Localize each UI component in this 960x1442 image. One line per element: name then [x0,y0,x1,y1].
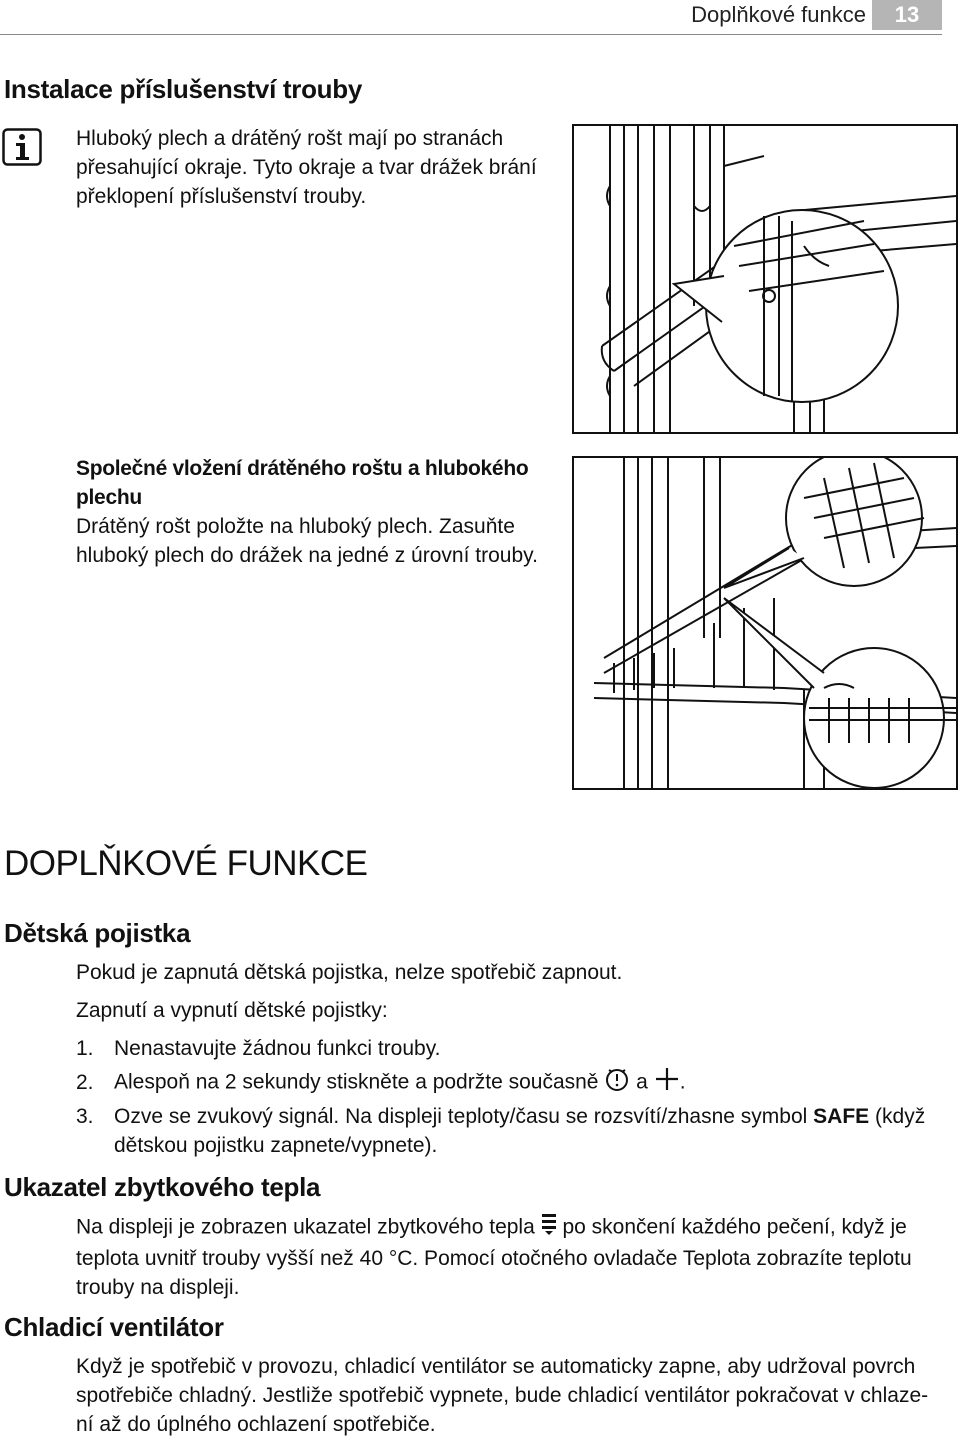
residual-heat-text-after: po skončení každého pečení, když je teplota uvnitř trouby vyšší než 40 °C. Pomocí otočného ovladače Teplota zobrazíte teplotu trouby na displeji. [76,1215,912,1299]
residual-heat-icon [541,1212,557,1244]
together-text: Drátěný rošt položte na hluboký plech. Zasuňte hluboký plech do drážek na jedné z úrovní trouby. [76,515,538,567]
step-number: 2. [76,1070,94,1094]
step-number: 1. [76,1037,94,1060]
residual-heat-text-before: Na displeji je zobrazen ukazatel zbytkového tepla [76,1215,535,1239]
step-number: 3. [76,1105,94,1128]
info-icon [2,128,42,166]
install-info-text: Hluboký plech a drátěný rošt mají po stranách přesahující okraje. Tyto okraje a tvar drážek brání překlopení příslušenství trouby. [76,127,537,208]
step-text: Ozve se zvukový signál. Na displeji teploty/času se rozsvítí/zhasne symbol [114,1105,808,1128]
step-1 [76,1034,936,1063]
install-heading: Instalace příslušenství trouby [4,74,363,104]
oven-rack-figure [572,456,958,790]
clock-alarm-icon [604,1066,630,1100]
page-number: 13 [872,0,942,30]
header-rule [0,34,942,35]
child-lock-intro: Pokud je zapnutá dětská pojistka, nelze spotřebič zapnout. [76,961,623,984]
step-text-and: a [636,1070,648,1094]
together-heading: Společné vložení drátěného roštu a hlubokého plechu [76,457,529,509]
running-header-title: Doplňkové funkce [691,2,866,27]
step-3 [76,1102,956,1160]
plus-icon [654,1066,680,1100]
cooling-fan-text: Když je spotřebič v provozu, chladicí ventilátor se automaticky zapne, aby udržoval povrch spotřebiče chladný. Jestliže spotřebič vypnete, bude chladicí ventilátor pokračovat v chlaze- ní až do úplného ochlazení spotřebiče. [76,1355,929,1436]
cooling-fan-heading: Chladicí ventilátor [4,1312,224,1342]
chapter-title: DOPLŇKOVÉ FUNKCE [4,844,368,883]
step-text-end: (když dětskou pojistku zapnete/vypnete). [114,1105,926,1157]
child-lock-heading: Dětská pojistka [4,918,191,948]
step-text: Alespoň na 2 sekundy stiskněte a podržte současně [114,1070,599,1094]
residual-heat-heading: Ukazatel zbytkového tepla [4,1172,321,1202]
residual-heat-text [76,1212,946,1302]
step-text-end: . [679,1070,686,1094]
oven-tray-figure [572,124,958,434]
step-2 [76,1066,936,1100]
step-text: Nenastavujte žádnou funkci trouby. [114,1037,441,1060]
safe-symbol-label: SAFE [813,1105,870,1128]
child-lock-subheading: Zapnutí a vypnutí dětské pojistky: [76,999,388,1022]
